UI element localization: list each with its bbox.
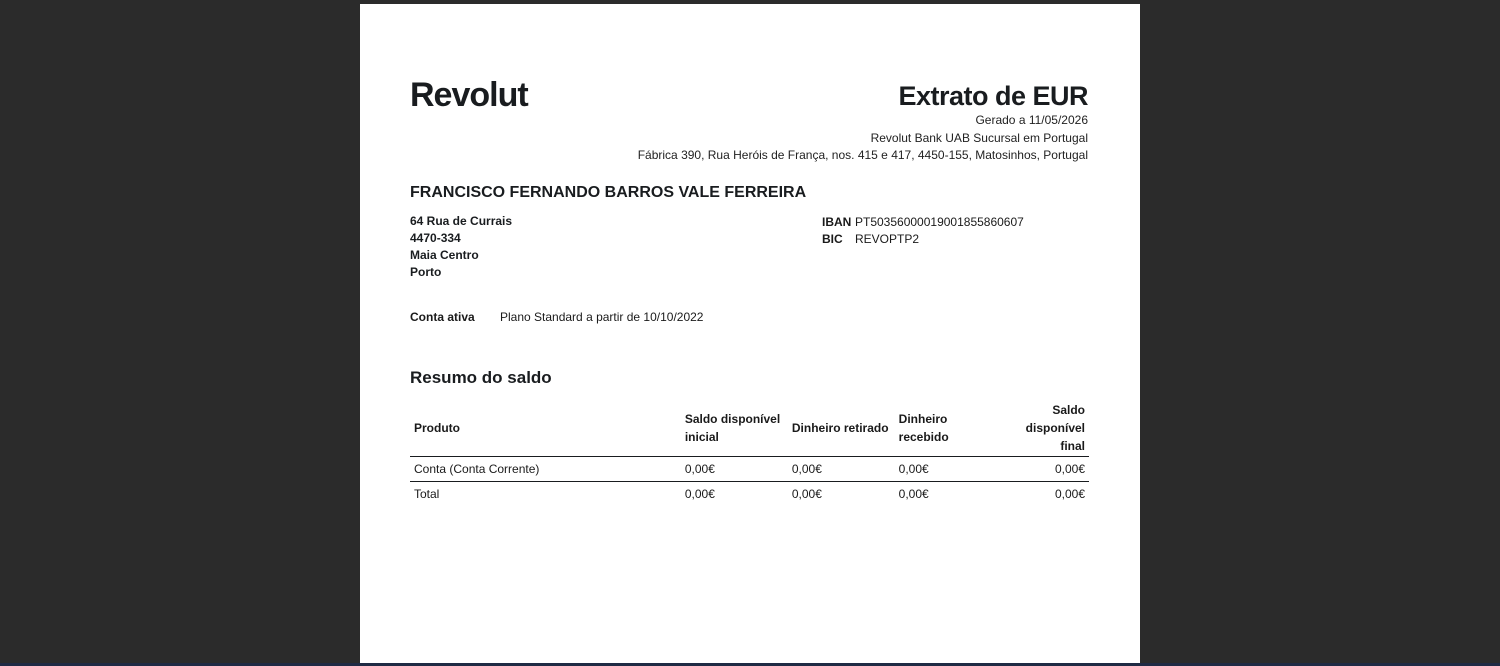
- table-cell: 0,00€: [684, 487, 715, 501]
- bank-name: Revolut Bank UAB Sucursal em Portugal: [870, 130, 1088, 145]
- balance-summary-title: Resumo do saldo: [410, 368, 552, 387]
- column-header: Dinheiro retirado: [788, 400, 895, 457]
- table-cell: 0,00€: [895, 457, 1002, 482]
- address-line: 64 Rua de Currais: [410, 214, 513, 228]
- table-cell: Total: [414, 487, 440, 501]
- bank-address: Fábrica 390, Rua Heróis de França, nos. 415 e 417, 4450-155, Matosinhos, Portugal: [637, 148, 1088, 162]
- iban-row: [822, 214, 1024, 231]
- table-cell: 0,00€: [1001, 457, 1089, 482]
- balance-summary-table: [410, 400, 1089, 506]
- statement-header: [638, 80, 1088, 165]
- iban-value: PT50356000019001855860607: [855, 215, 1024, 229]
- address-line: Maia Centro: [410, 248, 479, 262]
- revolut-logo: Revolut: [410, 76, 528, 114]
- column-header: Dinheiro recebido: [895, 400, 1002, 457]
- table-cell: 0,00€: [788, 457, 895, 482]
- statement-page: [360, 4, 1140, 666]
- iban-label: IBAN: [822, 215, 852, 229]
- address-line: Porto: [410, 265, 442, 279]
- bic-value: REVOPTP2: [855, 232, 920, 246]
- address-line: 4470-334: [410, 231, 461, 245]
- column-header: Produto: [410, 400, 681, 457]
- account-status: [410, 310, 703, 324]
- table-row: [410, 457, 1089, 482]
- table-cell: 0,00€: [1054, 487, 1085, 501]
- table-cell: Conta (Conta Corrente): [410, 457, 681, 482]
- table-cell: 0,00€: [791, 487, 822, 501]
- bank-identifiers: [822, 214, 1024, 248]
- account-status-label: Conta ativa: [410, 310, 475, 324]
- table-cell: 0,00€: [681, 457, 788, 482]
- holder-address: [410, 213, 512, 281]
- column-header: Saldo disponível inicial: [681, 400, 788, 457]
- account-status-value: Plano Standard a partir de 10/10/2022: [500, 310, 704, 324]
- table-cell: 0,00€: [898, 487, 929, 501]
- statement-title: Extrato de EUR: [898, 81, 1088, 111]
- column-header: Saldo disponível final: [1001, 400, 1089, 457]
- bic-row: [822, 231, 1024, 248]
- account-holder-name: FRANCISCO FERNANDO BARROS VALE FERREIRA: [410, 184, 807, 201]
- table-row-total: [410, 482, 1089, 507]
- generated-date: Gerado a 11/05/2026: [975, 113, 1088, 127]
- table-header-row: [410, 400, 1089, 457]
- bic-label: BIC: [822, 232, 843, 246]
